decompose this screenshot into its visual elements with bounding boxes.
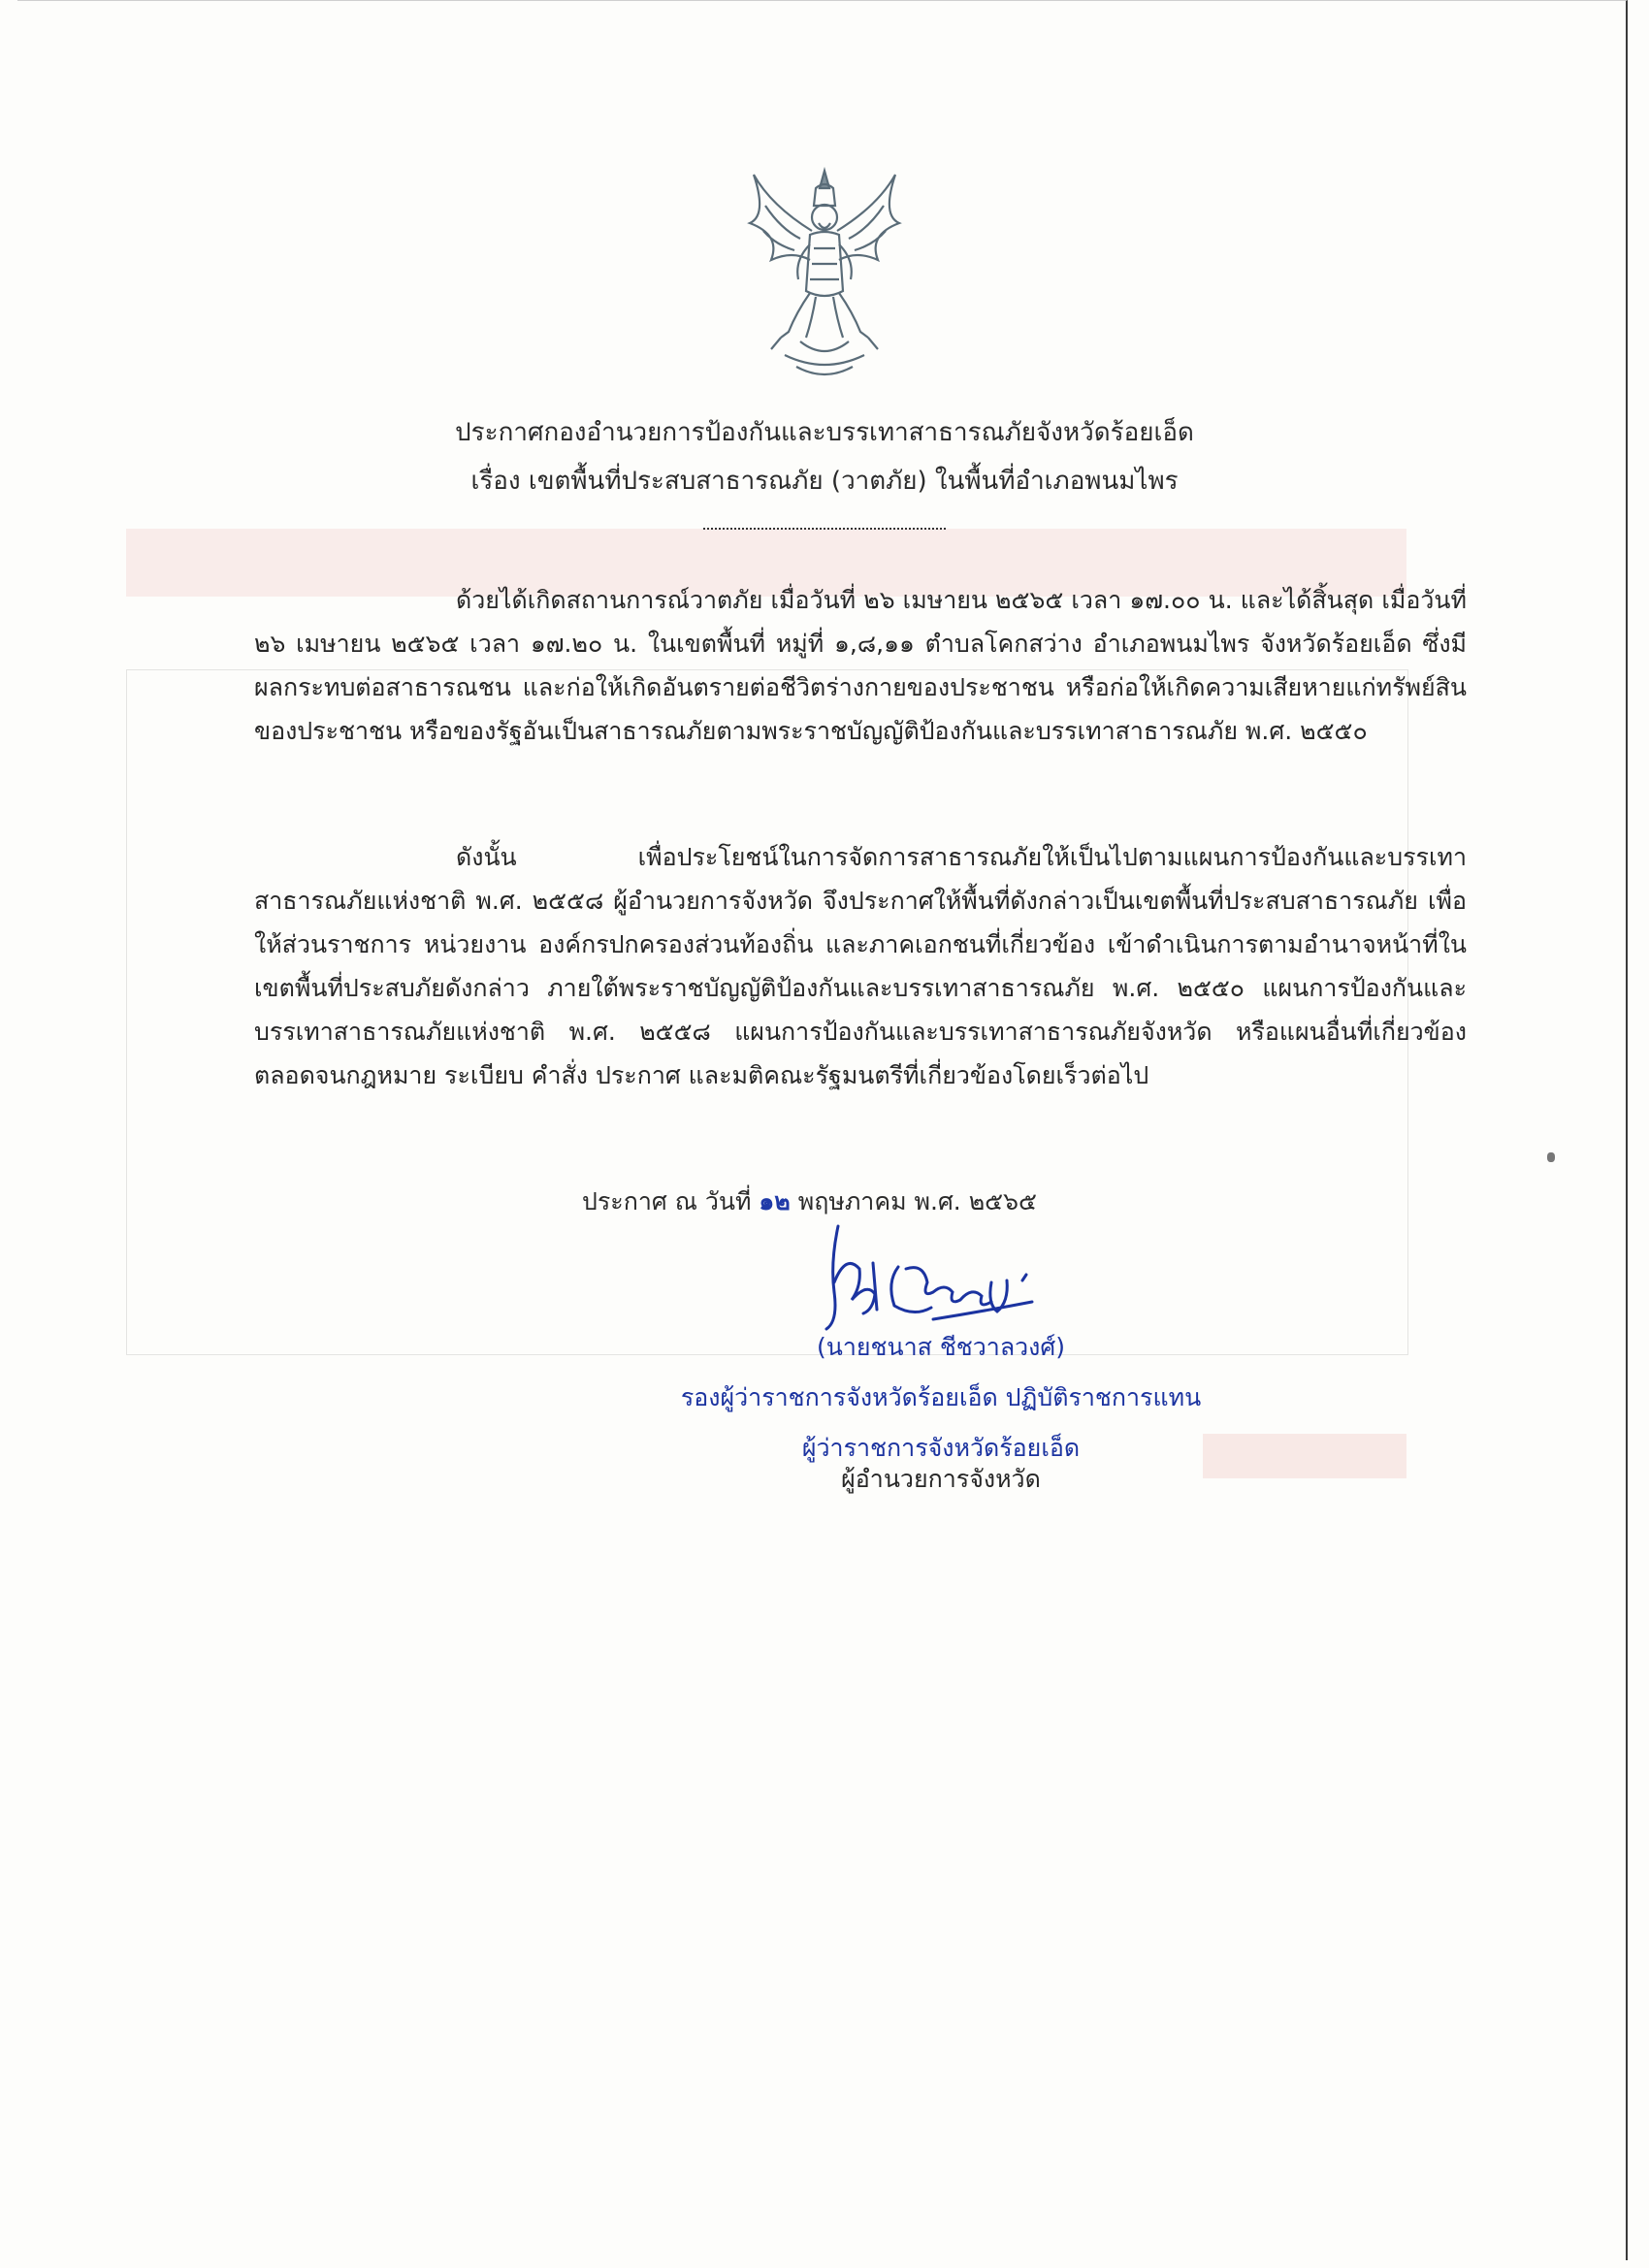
signatory-position-2: ผู้ว่าราชการจังหวัดร้อยเอ็ด: [801, 1434, 1081, 1462]
dateline-day: ๑๒: [759, 1187, 791, 1215]
signatory-position-3: ผู้อำนวยการจังหวัด: [841, 1465, 1041, 1493]
garuda-emblem-icon: [742, 167, 907, 385]
announcement-title: ประกาศกองอำนวยการป้องกันและบรรเทาสาธารณภัยจังหวัดร้อยเอ็ด: [455, 418, 1194, 447]
show-through-note: [1203, 1434, 1406, 1478]
paper-speck: [1547, 1152, 1555, 1162]
dateline-prefix: ประกาศ ณ วันที่: [582, 1187, 752, 1215]
dateline-year: พ.ศ. ๒๕๖๕: [914, 1187, 1037, 1215]
handwritten-signature: [817, 1224, 1050, 1336]
dateline-month: พฤษภาคม: [797, 1187, 907, 1215]
signatory-name: (นายชนาส ชีชวาลวงศ์): [816, 1333, 1066, 1361]
body-paragraph-1: ด้วยได้เกิดสถานการณ์วาตภัย เมื่อวันที่ ๒๖ เมษายน ๒๕๖๕ เวลา ๑๗.๐๐ น. และได้สิ้นสุด เมื่อวันที่ ๒๖ เมษายน ๒๕๖๕ เวลา ๑๗.๒๐ น. ในเขตพื้นที่ หมู่ที่ ๑,๘,๑๑ ตำบลโคกสว่าง อำเภอพนมไพร จังหวัดร้อยเอ็ด ซึ่งมีผลกระทบต่อสาธารณชน และก่อให้เกิดอันตรายต่อชีวิตร่างกายของประชาชน หรือก่อให้เกิดความเสียหายแก่ทรัพย์สินของประชาชน หรือของรัฐอันเป็นสาธารณภัยตามพระราชบัญญัติป้องกันและบรรเทาสาธารณภัย พ.ศ. ๒๕๕๐: [254, 586, 1467, 745]
announcement-subject: เรื่อง เขตพื้นที่ประสบสาธารณภัย (วาตภัย) ในพื้นที่อำเภอพนมไพร: [470, 467, 1179, 496]
announcement-dateline: [582, 1184, 1037, 1219]
signatory-block: [679, 1329, 1203, 1498]
body-paragraph-2: ดังนั้น เพื่อประโยชน์ในการจัดการสาธารณภัยให้เป็นไปตามแผนการป้องกันและบรรเทาสาธารณภัยแห่งชาติ พ.ศ. ๒๕๕๘ ผู้อำนวยการจังหวัด จึงประกาศให้พื้นที่ดังกล่าวเป็นเขตพื้นที่ประสบสาธารณภัย เพื่อให้ส่วนราชการ หน่วยงาน องค์กรปกครองส่วนท้องถิ่น และภาคเอกชนที่เกี่ยวข้อง เข้าดำเนินการตามอำนาจหน้าที่ในเขตพื้นที่ประสบภัยดังกล่าว ภายใต้พระราชบัญญัติป้องกันและบรรเทาสาธารณภัย พ.ศ. ๒๕๕๐ แผนการป้องกันและบรรเทาสาธารณภัยแห่งชาติ พ.ศ. ๒๕๕๘ แผนการป้องกันและบรรเทาสาธารณภัยจังหวัด หรือแผนอื่นที่เกี่ยวข้อง ตลอดจนกฎหมาย ระเบียบ คำสั่ง ประกาศ และมติคณะรัฐมนตรีที่เกี่ยวข้องโดยเร็วต่อไป: [254, 843, 1467, 1089]
signatory-position-1: รองผู้ว่าราชการจังหวัดร้อยเอ็ด ปฏิบัติราชการแทน: [680, 1383, 1202, 1411]
dotted-divider: [703, 528, 946, 530]
